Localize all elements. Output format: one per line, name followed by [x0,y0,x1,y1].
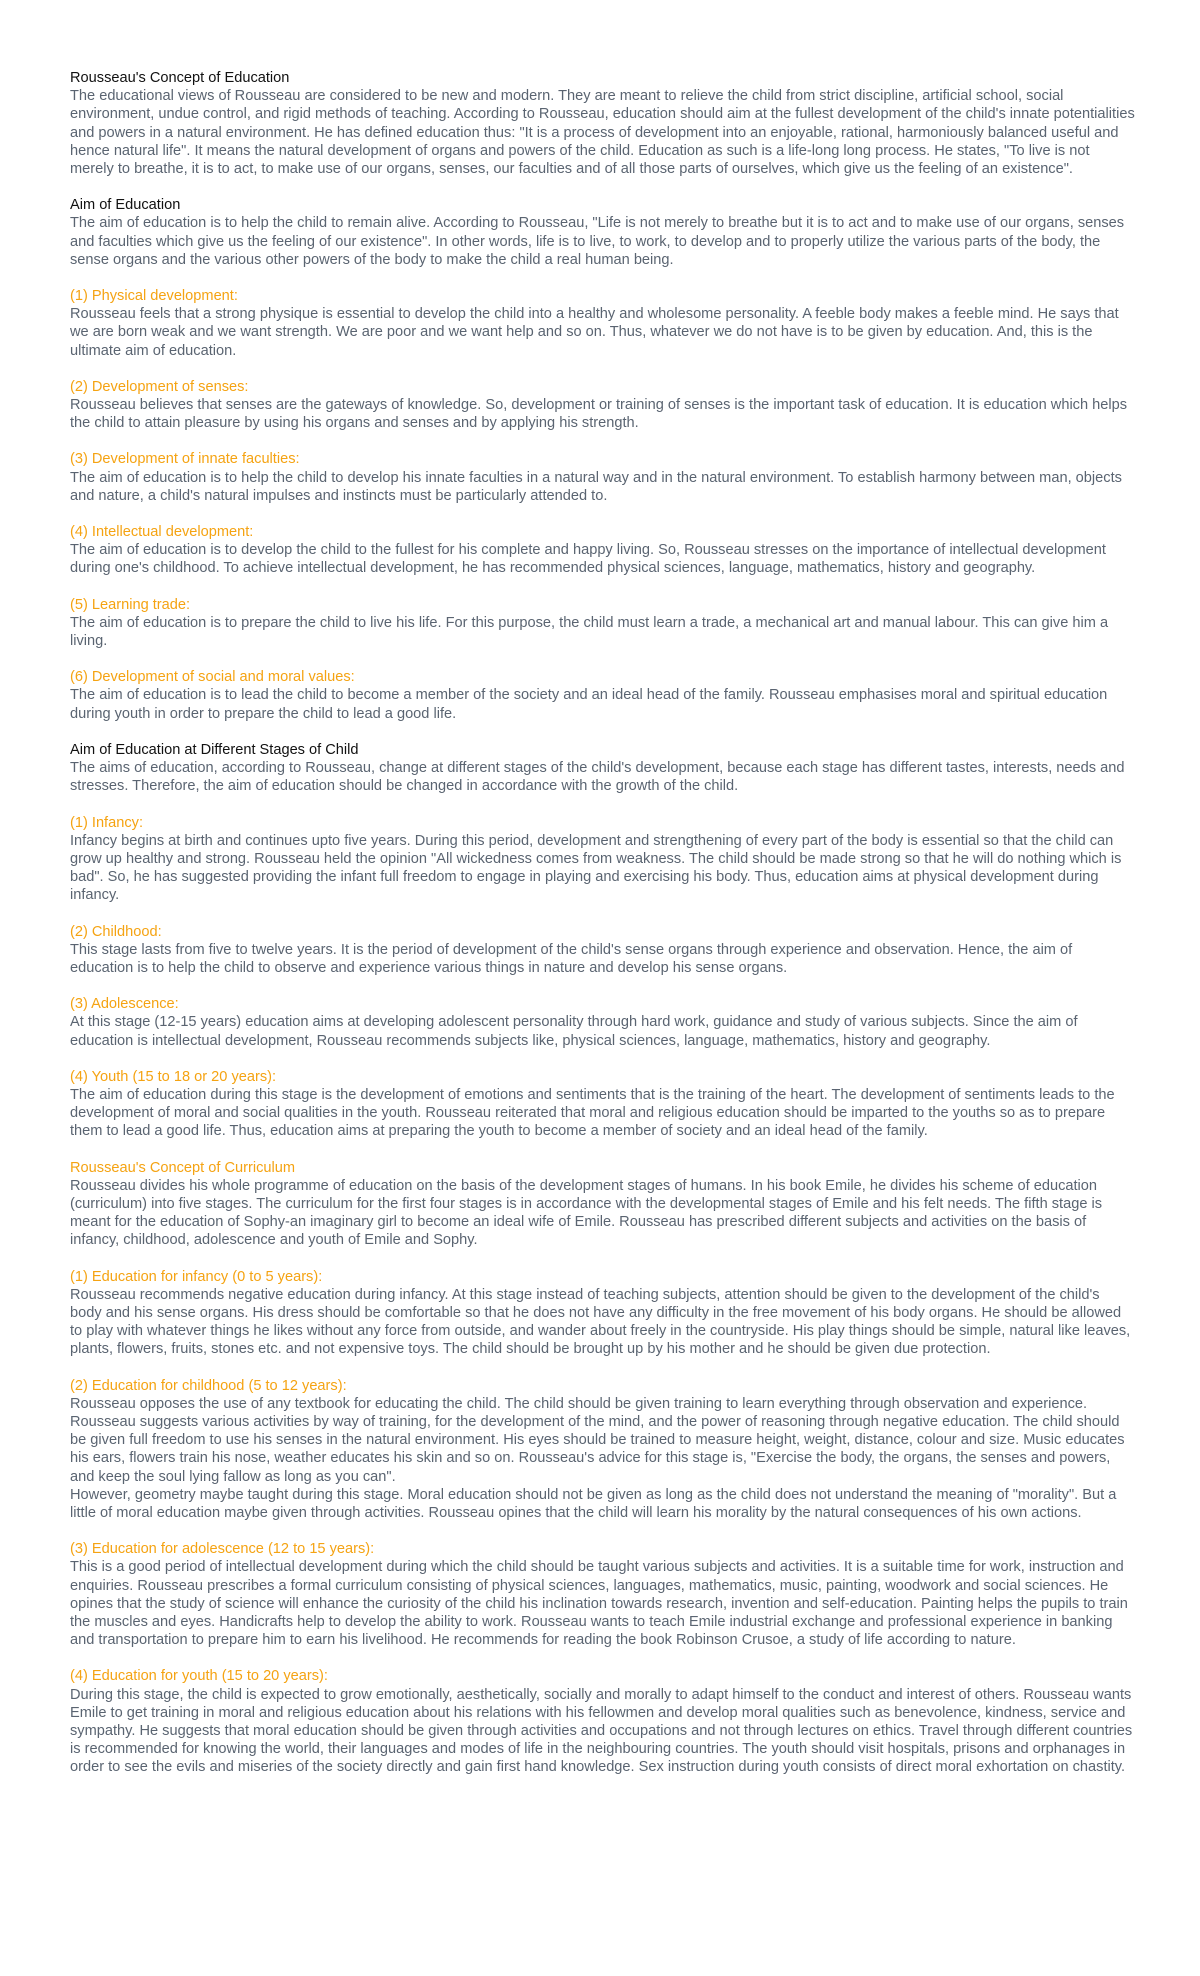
section [70,450,1135,505]
section [70,923,1135,978]
section-heading: (1) Physical development: [70,288,238,305]
section-paragraph: Rousseau believes that senses are the gateways of knowledge. So, development or training of senses is the important task of education. It is education which helps the child to attain pleasure by using his organs and senses and by applying his strength. [70,397,1128,432]
section [70,1159,1135,1250]
section-heading: (1) Education for infancy (0 to 5 years): [70,1268,323,1285]
section-paragraph: The aim of education is to help the child to remain alive. According to Rousseau, "Life is not merely to breathe but it is to act and to make use of our organs, senses and faculties which give us the feeling of our existence". In other words, life is to live, to work, to develop and to properly utilize the various parts of the body, the sense organs and the various other powers of the body to make the child a real human being. [70,215,1125,268]
section-heading: (1) Infancy: [70,814,143,831]
section-paragraph: The aim of education is to develop the child to the fullest for his complete and happy living. So, Rousseau stresses on the importance of intellectual development during one's childhood. To achieve intellectual development, he has recommended physical sciences, language, mathematics, history and geography. [70,542,1106,577]
section-heading: (2) Development of senses: [70,378,249,395]
section-heading: (2) Childhood: [70,923,162,940]
section [70,668,1135,723]
section-paragraph: This stage lasts from five to twelve years. It is the period of development of the child's sense organs through experience and observation. Hence, the aim of education is to help the child to observe and experience various things in nature and develop his sense organs. [70,941,1073,976]
section [70,287,1135,360]
section [70,523,1135,578]
section-paragraph: Infancy begins at birth and continues upto five years. During this period, development and strengthening of every part of the body is essential so that the child can grow up healthy and strong. Rousseau held the opinion "All wickedness comes from weakness. The child should be made strong so that he will do nothing which is bad". So, he has suggested providing the infant full freedom to engage in playing and exercising his body. Thus, education aims at physical development during infancy. [70,832,1122,904]
section-heading: (2) Education for childhood (5 to 12 years): [70,1377,347,1394]
section-heading: (3) Adolescence: [70,996,179,1013]
section-heading: Rousseau's Concept of Education [70,70,290,86]
section [70,1667,1135,1776]
section-paragraph: Rousseau feels that a strong physique is essential to develop the child into a healthy and wholesome personality. A feeble body makes a feeble mind. He says that we are born weak and we want strength. We are poor and we want help and so on. Thus, whatever we do not have is to be given by education. And, this is the ultimate aim of education. [70,306,1119,359]
section [70,596,1135,651]
section-heading: (4) Education for youth (15 to 20 years): [70,1668,328,1685]
section [70,1540,1135,1649]
section [70,741,1135,796]
section [70,1377,1135,1523]
section-paragraph: This is a good period of intellectual development during which the child should be taught various subjects and activities. It is a suitable time for work, instruction and enquiries. Rousseau prescribes a formal curriculum consisting of physical sciences, languages, mathematics, music, painting, woodwork and social sciences. He opines that the study of science will enhance the curiosity of the child his inclination towards research, invention and self-education. Painting helps the pupils to train the muscles and eyes. Handicrafts help to develop the ability to work. Rousseau wants to teach Emile industrial exchange and professional experience in banking and transportation to prepare him to earn his livelihood. He recommends for reading the book Robinson Crusoe, a study of life according to nature. [70,1559,1128,1649]
section-paragraph: The aim of education during this stage is the development of emotions and sentiments that is the training of the heart. The development of sentiments leads to the development of moral and social qualities in the youth. Rousseau reiterated that moral and religious education should be imparted to the youths so as to prepare them to lead a good life. Thus, education aims at preparing the youth to become a member of society and an ideal head of the family. [70,1086,1115,1140]
section-paragraph: Rousseau divides his whole programme of education on the basis of the development stages of humans. In his book Emile, he divides his scheme of education (curriculum) into five stages. The curriculum for the first four stages is in accordance with the developmental stages of Emile and his felt needs. The fifth stage is meant for the education of Sophy-an imaginary girl to become an ideal wife of Emile. Rousseau has prescribed different subjects and activities on the basis of infancy, childhood, adolescence and youth of Emile and Sophy. [70,1177,1103,1249]
section-heading: (3) Development of innate faculties: [70,451,300,468]
section-paragraph: However, geometry maybe taught during this stage. Moral education should not be given as long as the child does not understand the meaning of "morality". But a little of moral education maybe given through activities. Rousseau opines that the child will learn his morality by the natural consequences of his own actions. [70,1486,1117,1521]
section [70,814,1135,905]
section-paragraph: The educational views of Rousseau are considered to be new and modern. They are meant to relieve the child from strict discipline, artificial school, social environment, undue control, and rigid methods of teaching. According to Rousseau, education should aim at the fullest development of the child's innate potentialities and powers in a natural environment. He has defined education thus: "It is a process of development into an enjoyable, rational, harmoniously balanced useful and hence natural life". It means the natural development of organs and powers of the child. Education as such is a life-long long process. He states, "To live is not merely to breathe, it is to act, to make use of our organs, senses, our faculties and of all those parts of ourselves, which give us the feeling of an existence". [70,88,1135,178]
section-paragraph: The aim of education is to prepare the child to live his life. For this purpose, the child must learn a trade, a mechanical art and manual labour. This can give him a living. [70,614,1109,650]
section-paragraph: During this stage, the child is expected to grow emotionally, aesthetically, socially and morally to adapt himself to the conduct and interest of others. Rousseau wants Emile to get training in moral and religious education about his relations with his fellowmen and develop moral qualities such as benevolence, kindness, service and sympathy. He suggests that moral education should be given through activities and occupations and not through lectures on ethics. Travel through different countries is recommended for knowing the world, their languages and modes of life in the neighbouring countries. The youth should visit hospitals, prisons and orphanages in order to see the evils and miseries of the society directly and gain first hand knowledge. Sex instruction during youth consists of direct moral exhortation on chastity. [70,1686,1133,1776]
section-heading: Aim of Education [70,197,181,214]
section-heading: (4) Intellectual development: [70,524,254,541]
section-heading: Aim of Education at Different Stages of Child [70,741,359,758]
section-heading: (3) Education for adolescence (12 to 15 years): [70,1541,375,1558]
section [70,1268,1135,1359]
section-heading: (6) Development of social and moral values: [70,669,355,686]
section [70,196,1135,269]
section [70,995,1135,1050]
section-paragraph: The aims of education, according to Rousseau, change at different stages of the child's development, because each stage has different tastes, interests, needs and stresses. Therefore, the aim of education should be changed in accordance with the growth of the child. [70,760,1125,795]
section-paragraph: The aim of education is to help the child to develop his innate faculties in a natural way and in the natural environment. To establish harmony between man, objects and nature, a child's natural impulses and instincts must be particularly attended to. [70,469,1122,504]
section-paragraph: The aim of education is to lead the child to become a member of the society and an ideal head of the family. Rousseau emphasises moral and spiritual education during youth in order to prepare the child to lead a good life. [70,687,1108,722]
section-heading: (4) Youth (15 to 18 or 20 years): [70,1068,277,1085]
section-paragraph: Rousseau opposes the use of any textbook for educating the child. The child should be given training to learn everything through observation and experience. Rousseau suggests various activities by way of training, for the development of the mind, and the power of reasoning through negative education. The child should be given full freedom to use his senses in the natural environment. His eyes should be trained to measure height, weight, distance, colour and size. Music educates his ears, flowers train his nose, weather educates his skin and so on. Rousseau's advice for this stage is, "Exercise the body, the organs, the senses and powers, and keep the soul lying fallow as long as you can". [70,1395,1125,1485]
section [70,69,1135,178]
section-paragraph: Rousseau recommends negative education during infancy. At this stage instead of teaching subjects, attention should be given to the development of the child's body and his sense organs. His dress should be comfortable so that he does not have any difficulty in the free movement of his body organs. He should be allowed to play with whatever things he likes without any force from outside, and wander about freely in the countryside. His play things should be simple, natural like leaves, plants, flowers, fruits, stones etc. and not expensive toys. The child should be brought up by his mother and he should be given due protection. [70,1286,1131,1358]
section-paragraph: At this stage (12-15 years) education aims at developing adolescent personality through hard work, guidance and study of various subjects. Since the aim of education is intellectual development, Rousseau recommends subjects like, physical sciences, language, mathematics, history and geography. [70,1014,1078,1049]
section-heading: (5) Learning trade: [70,596,191,613]
section [70,378,1135,433]
section [70,1068,1135,1141]
section-heading: Rousseau's Concept of Curriculum [70,1159,296,1176]
document-page [70,69,1135,1795]
